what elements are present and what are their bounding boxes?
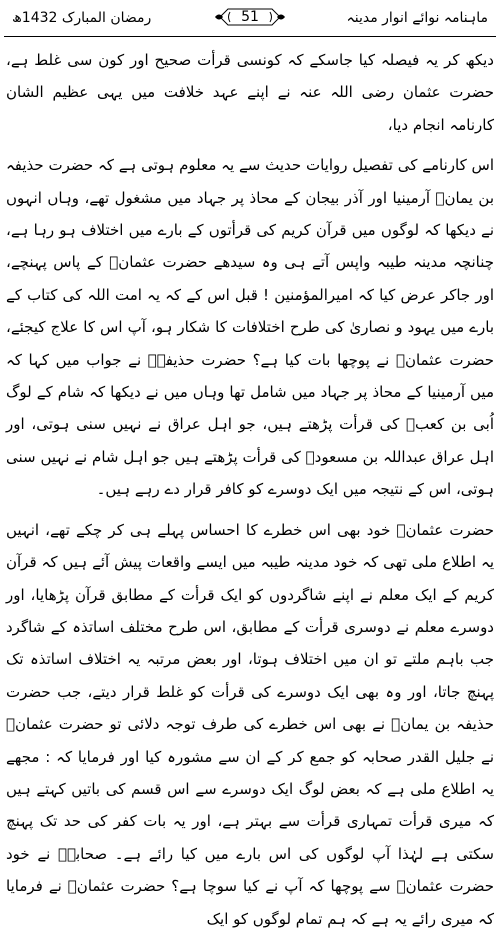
header-divider [4,36,496,37]
page-number: 51 [241,9,259,25]
article-body [6,44,494,928]
paragraph: دیکھ کر یہ فیصلہ کیا جاسکے کہ کونسی قرأت صحیح اور کون سی غلط ہے، حضرت عثمان رضی اللہ عنہ نے اپنے عہد خلافت میں یہی عظیم الشان کارنامہ انجام دیا، [6,51,494,134]
magazine-title: ماہنامہ نوائے انوار مدینہ [346,10,488,26]
paragraph: اس کارنامے کی تفصیل روایات حدیث سے یہ معلوم ہوتی ہے کہ حضرت حذیفہ بن یمانؓ آرمینیا اور آذر بیجان کے محاذ پر جہاد میں مشغول تھے، وہاں انہوں نے دیکھا کہ لوگوں میں قرآن کریم کی قرأتوں کے بارے میں اختلاف ہو رہا ہے، چنانچہ مدینہ طیبہ واپس آتے ہی وہ سیدھے حضرت عثمانؓ کے پاس پہنچے، اور جاکر عرض کیا کہ امیرالمؤمنین ! قبل اس کے کہ یہ امت اللہ کی کتاب کے بارے میں یہود و نصاریٰ کی طرح اختلافات کا شکار ہو، آپ اس کا علاج کیجئے، حضرت عثمانؓ نے پوچھا بات کیا ہے؟ حضرت حذیفہؓ نے جواب میں کہا کہ میں آرمینیا کے محاذ پر جہاد میں شامل تھا وہاں میں نے دیکھا کہ شام کے لوگ اُبی بن کعبؓ کی قرأت پڑھتے ہیں، جو اہل عراق نے نہیں سنی ہوتی، اور اہل عراق عبداللہ بن مسعودؓ کی قرأت پڑھتے ہیں جو اہل شام نے نہیں سنی ہوتی، اس کے نتیجہ میں ایک دوسرے کو کافر قرار دے رہے ہیں۔ [6,156,494,499]
page-header [0,0,500,34]
paragraph: حضرت عثمانؓ خود بھی اس خطرے کا احساس پہلے ہی کر چکے تھے، انہیں یہ اطلاع ملی تھی کہ خود مدینہ طیبہ میں ایسے واقعات پیش آئے ہیں کہ قرآن کریم کے ایک معلم نے اپنے شاگردوں کو ایک قرأت کے مطابق قرآن پڑھایا، اور دوسرے معلم نے دوسری قرأت کے مطابق، اس طرح مختلف اساتذہ کے شاگرد جب باہم ملتے تو ان میں اختلاف ہوتا، اور بعض مرتبہ یہ اختلاف اساتذہ تک پہنچ جاتا، اور وہ بھی ایک دوسرے کی قرأت کو غلط قرار دیتے، جب حضرت حذیفہ بن یمانؓ نے بھی اس خطرے کی طرف توجہ دلائی تو حضرت عثمانؓ نے جلیل القدر صحابہ کو جمع کر کے ان سے مشورہ کیا اور فرمایا کہ : مجھے یہ اطلاع ملی ہے کہ بعض لوگ ایک دوسرے سے اس قسم کی باتیں کہتے ہیں کہ میری قرأت تمہاری قرأت سے بہتر ہے، اور یہ بات کفر کی حد تک پہنچ سکتی ہے لہٰذا آپ لوگوں کی اس بارے میں کیا رائے ہے۔ صحابہؓ نے خود حضرت عثمانؓ سے پوچھا کہ آپ نے کیا سوچا ہے؟ حضرت عثمانؓ نے فرمایا کہ میری رائے یہ ہے کہ ہم تمام لوگوں کو ایک [6,520,494,928]
issue-date: رمضان المبارک 1432ھ [12,10,152,26]
page-number-badge [214,4,286,30]
